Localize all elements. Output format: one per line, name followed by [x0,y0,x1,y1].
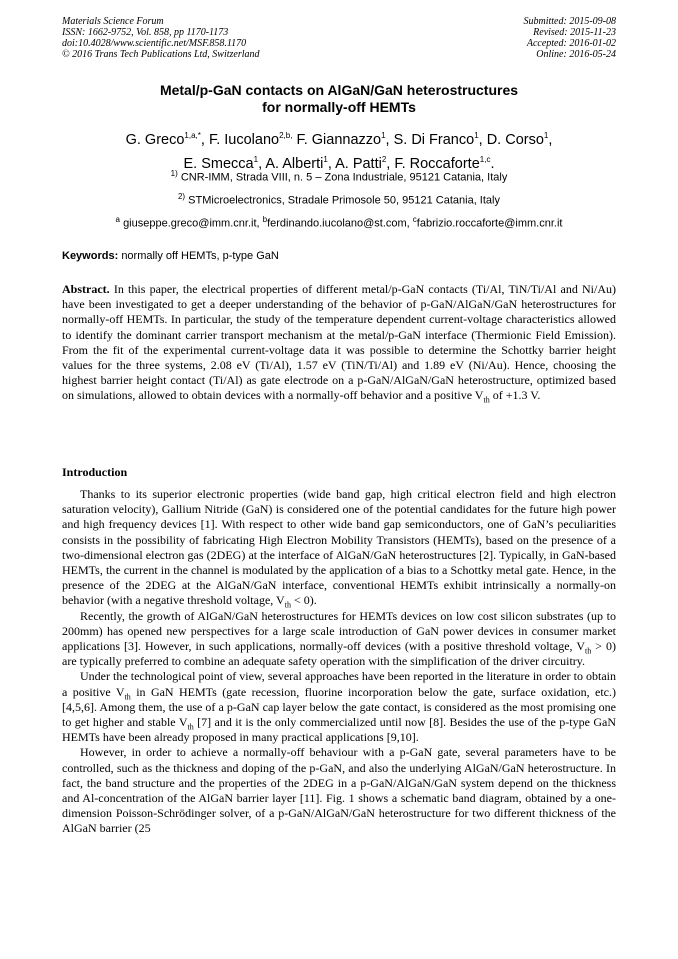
abstract-text: In this paper, the electrical properties of different metal/p-GaN contacts (Ti/Al, TiN/Ti/Al and Ni/Au) have been investigated to get a deeper understanding of the behavior of p-GaN/AlGaN/GaN heterostructures for normally-off HEMTs. In particular, the study of the temperature dependent current-voltage characteristics allowed to identify the dominant carrier transport mechanism at the metal/p-GaN interface (Thermionic Field Emission). From the fit of the experimental current-voltage data it was possible to determine the Schottky barrier height values for the three systems, 2.08 eV (Ti/Al), 1.57 eV (TiN/Ti/Al) and 1.89 eV (Ni/Au). Hence, choosing the highest barrier height contact (Ti/Al) as gate electrode on a p-GaN/AlGaN/GaN heterostructure, optimized based on simulations, allowed to obtain devices with a normally-off behavior and a positive V [62,282,617,403]
journal-header-left [62,16,260,60]
paragraph-text: Under the technological point of view, several approaches have been reported in the literature in order to obtain a positive V [62,669,616,699]
paragraph-text: > 0) are typically preferred to combine an adequate safety operation with the simplification of the driver circuitry. [62,639,617,669]
author-separator: , [548,131,553,148]
journal-name: Materials Science Forum [62,16,164,27]
author-affiliation-mark: 1,c [479,154,491,164]
author-name: , F. Roccaforte [386,155,480,172]
author-affiliation-mark: 1,a,* [184,131,201,140]
author-affiliation-mark: 1 [381,131,386,140]
author-affiliation-mark: 1 [474,131,479,140]
subscript: th [187,722,194,732]
author-name: , S. Di Franco [385,131,475,148]
abstract-label: Abstract. [62,282,110,296]
author-name: E. Smecca [183,155,254,172]
author-name: , F. Iucolano [200,131,280,148]
author-name: , D. Corso [478,131,544,148]
subscript: th [483,395,490,405]
affiliation-text: CNR-IMM, Strada VIII, n. 5 – Zona Industriale, 95121 Catania, Italy [180,171,508,184]
paragraph-text: Thanks to its superior electronic properties (wide band gap, high critical electron field and high electron saturation velocity), Gallium Nitride (GaN) is considered one of the potential candidates for the future high power and high frequency devices [1]. With respect to other wide band gap semiconductors, one of GaN’s peculiarities consists in the possibility of fabricating High Electron Mobility Transistors (HEMTs), based on the presence of a two-dimensional electron gas (2DEG) at the interface of AlGaN/GaN heterostructures [2]. Typically, in GaN-based HEMTs, the current in the channel is modulated by the application of a bias to a Schottky metal gate. Hence, in the presence of the 2DEG at the AlGaN/GaN interface, conventional HEMTs exhibit intrinsically a normally-on behavior (with a negative threshold voltage, V [62,487,616,608]
author-end: . [490,155,495,172]
author-name: , A. Alberti [258,155,324,172]
journal-doi: doi:10.4028/www.scientific.net/MSF.858.1170 [62,38,247,49]
paper-title-line-1: Metal/p-GaN contacts on AlGaN/GaN heterostructures [159,82,519,98]
paragraph [62,669,616,745]
author-name: , A. Patti [327,155,382,172]
journal-header-right [524,16,617,60]
affiliation-1 [62,167,616,185]
paragraph [62,745,616,836]
email-link[interactable]: giuseppe.greco@imm.cnr.it, [123,217,260,230]
affiliation-mark: 2) [177,192,186,201]
email-mark: c [412,215,417,224]
paragraph-text: Recently, the growth of AlGaN/GaN heterostructures for HEMTs devices on low cost silicon substrates (up to 200mm) has opened new perspectives for a large scale introduction of GaN power devices in consumer market applications [3]. However, in such applications, normally-off devices (with a positive threshold voltage, V [62,608,616,654]
keywords [62,250,616,263]
paper-title-line-2: for normally-off HEMTs [262,99,416,115]
author-name: G. Greco [125,131,185,148]
affiliation-text: STMicroelectronics, Stradale Primosole 50, 95121 Catania, Italy [188,194,500,207]
affiliation-2 [62,190,616,208]
paragraph-text: < 0). [290,593,317,608]
submitted-date: Submitted: 2015-09-08 [523,16,616,27]
author-affiliation-mark: 2,b, [279,131,293,140]
email-link[interactable]: ferdinando.iucolano@st.com, [267,217,410,230]
author-line-1 [62,126,616,150]
email-line [62,213,616,231]
subscript: th [284,600,291,610]
accepted-date: Accepted: 2016-01-02 [526,38,616,49]
section-heading-introduction: Introduction [62,465,128,479]
subscript: th [585,646,592,656]
subscript: th [124,692,131,702]
author-affiliation-mark: 2 [381,154,387,164]
paragraph-text: However, in order to achieve a normally-off behaviour with a p-GaN gate, several parameters have to be controlled, such as the thickness and doping of the p-GaN, and also the underlying AlGaN/GaN heterostructure. In fact, the band structure and the properties of the 2DEG in a p-GaN/AlGaN/GaN system depend on the thickness and Al-concentration of the AlGaN barrier layer [11]. Fig. 1 shows a schematic band diagram, obtained by a one-dimension Poisson-Schrödinger solver, of a p-GaN/AlGaN/GaN heterostructure for two different thickness of the AlGaN barrier (25 [62,745,616,836]
revised-date: Revised: 2015-11-23 [533,27,616,38]
introduction-body [62,487,616,837]
author-affiliation-mark: 1 [543,131,549,140]
online-date: Online: 2016-05-24 [536,49,616,60]
journal-copyright: © 2016 Trans Tech Publications Ltd, Switzerland [62,49,260,60]
email-mark: a [115,215,120,224]
author-name: F. Giannazzo [292,131,382,148]
affiliation-mark: 1) [170,169,178,178]
author-affiliation-mark: 1 [323,154,328,164]
keywords-text: normally off HEMTs, p-type GaN [121,250,279,262]
journal-issn: ISSN: 1662-9752, Vol. 858, pp 1170-1173 [62,27,229,38]
author-affiliation-mark: 1 [253,154,259,164]
paragraph [62,609,616,670]
abstract [62,282,616,404]
paragraph-text: in GaN HEMTs (gate recession, fluorine incorporation below the gate, surface oxidation, etc.) [4,5,6]. Among them, the use of a p-GaN cap layer below the gate contact, is considered as the most promising one to get higher and stable V [62,684,616,730]
paper-title [62,82,616,116]
email-mark: b [262,215,268,224]
keywords-label: Keywords: [62,250,119,262]
email-link[interactable]: fabrizio.roccaforte@imm.cnr.it [416,217,563,230]
paragraph [62,487,616,609]
paragraph-text: [7] and it is the only commercialized until now [8]. Besides the use of the p-type GaN HEMTs have been already proposed in many practical applications [9,10]. [62,715,616,745]
abstract-text-end: of +1.3 V. [489,388,541,403]
